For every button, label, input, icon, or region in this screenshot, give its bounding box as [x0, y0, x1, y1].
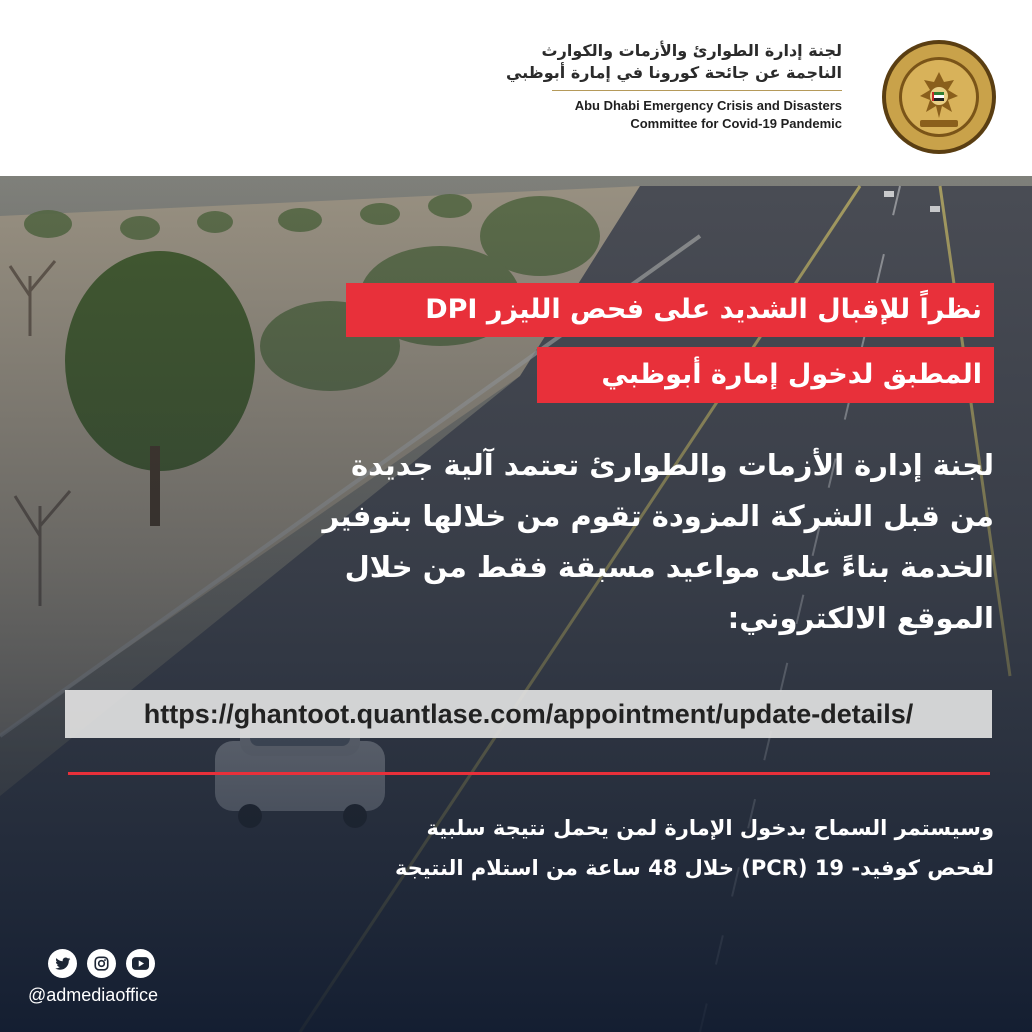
youtube-icon[interactable] [126, 949, 155, 978]
twitter-icon[interactable] [48, 949, 77, 978]
note-line-2: لفحص كوفيد- 19 (PCR) خلال 48 ساعة من استلام النتيجة [394, 856, 994, 880]
note-line-1: وسيستمر السماح بدخول الإمارة لمن يحمل نتيجة سلبية [426, 816, 994, 840]
social-handle: @admediaoffice [28, 985, 159, 1005]
org-name-english-line2: Committee for Covid-19 Pandemic [630, 116, 842, 131]
uae-emblem-icon [880, 38, 998, 156]
announcement-body [94, 440, 994, 644]
body-line-1: لجنة إدارة الأزمات والطوارئ تعتمد آلية جديدة [350, 448, 994, 482]
social-icons [48, 949, 155, 978]
org-name-arabic-line2: الناجمة عن جائحة كورونا في إمارة أبوظبي [505, 63, 842, 82]
org-name-english-line1: Abu Dhabi Emergency Crisis and Disasters [574, 98, 842, 113]
body-line-2: من قبل الشركة المزودة تقوم من خلالها بتوفير [322, 499, 994, 533]
body-line-3: الخدمة بناءً على مواعيد مسبقة فقط من خلال [344, 550, 994, 584]
headline-banner-line2: المطبق لدخول إمارة أبوظبي [537, 347, 994, 403]
headline-banner-line1: نظراً للإقبال الشديد على فحص الليزر DPI [346, 283, 994, 337]
body-line-4: الموقع الالكتروني: [727, 601, 994, 635]
org-name-arabic [506, 40, 842, 84]
red-divider [68, 772, 990, 775]
org-name-arabic-line1: لجنة إدارة الطوارئ والأزمات والكوارث [541, 41, 842, 60]
instagram-icon[interactable] [87, 949, 116, 978]
pcr-note [94, 808, 994, 888]
header [0, 0, 1032, 176]
header-divider [552, 90, 842, 91]
org-name-english [575, 97, 842, 133]
appointment-url-link[interactable]: https://ghantoot.quantlase.com/appointment/update-details/ [65, 690, 992, 738]
